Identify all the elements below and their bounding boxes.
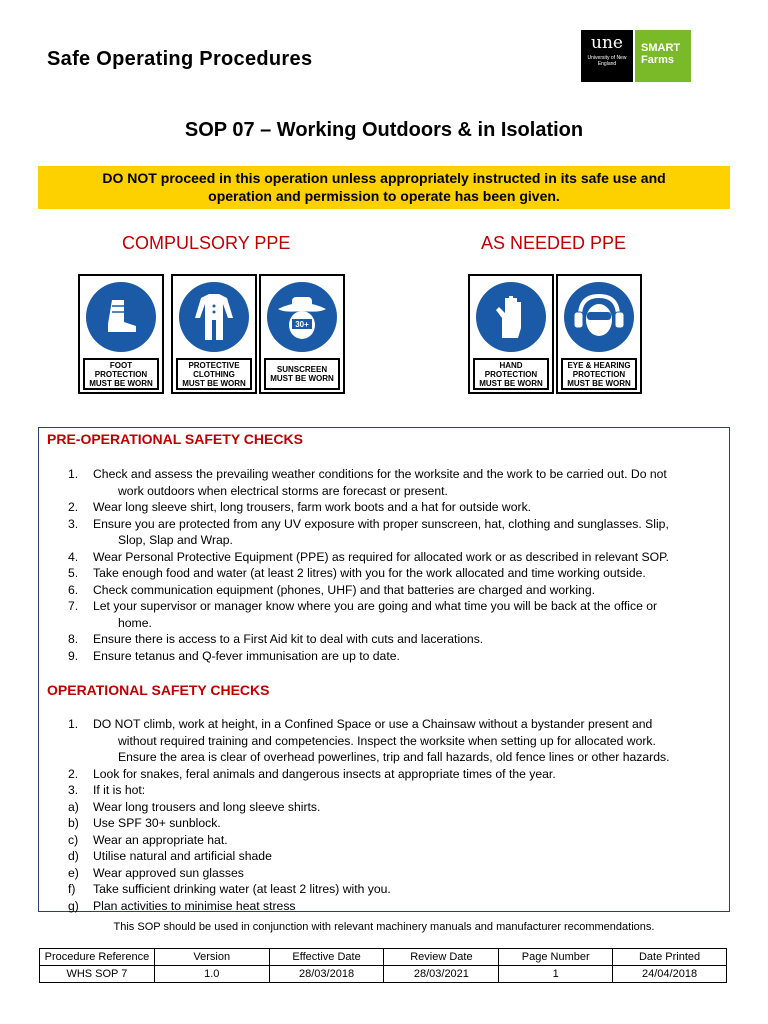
table-header-cell: Version (154, 949, 269, 966)
ppe-sign-sunscreen (259, 274, 345, 394)
goggles-earmuff-icon (564, 282, 634, 352)
sign-label-line2: PROTECTION (484, 369, 538, 379)
table-cell: 1 (499, 966, 613, 983)
sign-label-line3: MUST BE WORN (182, 378, 246, 388)
ppe-sign-hand-protection (468, 274, 554, 394)
warning-strong: DO NOT (102, 170, 157, 186)
warning-banner (38, 166, 730, 209)
table-cell: 28/03/2018 (269, 966, 384, 983)
table-header-row (40, 949, 727, 966)
compulsory-ppe-heading: COMPULSORY PPE (122, 233, 291, 253)
sub-list-item: f) Take sufficient drinking water (at least 2 litres) with you. (68, 882, 391, 896)
document-reference-table (39, 948, 727, 983)
une-logo-text: une (591, 33, 623, 53)
warning-line1: proceed in this operation unless appropriately instructed in its safe use and (160, 170, 666, 186)
ppe-sign-protective-clothing (171, 274, 257, 394)
ppe-sign-eye-hearing-protection (556, 274, 642, 394)
list-item: 1. Check and assess the prevailing weather conditions for the worksite and the work to be carried out. Do not work outdoors when electrical storms are forecast or present. (68, 467, 667, 498)
list-item: 9. Ensure tetanus and Q-fever immunisation are up to date. (68, 648, 400, 663)
table-row (40, 966, 727, 983)
sign-label-line3: MUST BE WORN (479, 378, 543, 388)
list-item: 2. Look for snakes, feral animals and dangerous insects at appropriate times of the year. (68, 766, 556, 781)
sign-label-line1: PROTECTIVE (188, 360, 240, 370)
sub-list-item: e) Wear approved sun glasses (68, 865, 244, 880)
sign-label-line2: MUST BE WORN (270, 374, 334, 383)
list-item: 5. Take enough food and water (at least 2 litres) with you for the work allocated and time working outside. (68, 566, 646, 580)
une-logo-subtext: University of New England (587, 55, 627, 67)
sign-label-line3: MUST BE WORN (89, 378, 153, 388)
operational-heading: OPERATIONAL SAFETY CHECKS (47, 682, 270, 698)
sub-list-item: g) Plan activities to minimise heat stress (68, 898, 296, 913)
as-needed-ppe-heading: AS NEEDED PPE (481, 233, 627, 253)
smart-logo-line1: SMART (641, 42, 681, 54)
list-item: 3. If it is hot: a) Wear long trousers and long sleeve shirts. b) Use SPF 30+ sunblock. c) Wear an appropriate hat. d) Utilise natural and artificial shade e) Wear approved sun glasses f) Take sufficient drinking water (at least 2 litres) with you. g) Plan activities to minimise heat stress (68, 782, 718, 914)
pre-operational-heading: PRE-OPERATIONAL SAFETY CHECKS (47, 431, 303, 447)
warning-line2: operation and permission to operate has been given. (208, 188, 560, 204)
sunhat-icon (267, 282, 337, 352)
smart-farms-logo (635, 30, 691, 82)
sign-label-line1: EYE & HEARING (567, 360, 631, 370)
glove-icon (476, 282, 546, 352)
sign-label-line1: HAND (499, 360, 523, 370)
list-item: 8. Ensure there is access to a First Aid kit to deal with cuts and lacerations. (68, 632, 484, 646)
list-item: 6. Check communication equipment (phones, UHF) and that batteries are charged and working. (68, 582, 595, 597)
sign-label-line2: PROTECTION (572, 369, 626, 379)
hot-weather-sublist (68, 799, 718, 915)
sign-label-line2: PROTECTION (94, 369, 148, 379)
sign-label-line3: MUST BE WORN (567, 378, 631, 388)
list-item: 4. Wear Personal Protective Equipment (PPE) as required for allocated work or as described in relevant SOP. (68, 549, 670, 564)
coverall-icon (179, 282, 249, 352)
table-cell: 28/03/2021 (384, 966, 499, 983)
sign-label-line1: SUNSCREEN (276, 365, 328, 374)
table-cell: 24/04/2018 (613, 966, 727, 983)
table-header-cell: Date Printed (613, 949, 727, 966)
sign-label-line1: FOOT (109, 360, 133, 370)
table-cell: WHS SOP 7 (40, 966, 155, 983)
smart-logo-line2: Farms (641, 54, 675, 66)
ppe-sign-foot-protection (78, 274, 164, 394)
sub-list-item: b) Use SPF 30+ sunblock. (68, 816, 221, 830)
footer-note: This SOP should be used in conjunction with relevant machinery manuals and manufacturer recommendations. (113, 921, 655, 933)
list-item: 2. Wear long sleeve shirt, long trousers, farm work boots and a hat for outside work. (68, 500, 532, 514)
spf-badge: 30+ (295, 320, 309, 329)
list-item: 7. Let your supervisor or manager know where you are going and what time you will be back at the office or home. (68, 599, 658, 630)
operational-list (68, 716, 718, 914)
list-item: 3. Ensure you are protected from any UV exposure with proper sunscreen, hat, clothing and sunglasses. Slip, Slop, Slap and Wrap. (68, 516, 669, 547)
pre-operational-list (68, 466, 718, 664)
sub-list-item: c) Wear an appropriate hat. (68, 832, 228, 847)
table-header-cell: Page Number (499, 949, 613, 966)
une-logo (581, 30, 633, 82)
sub-list-item: d) Utilise natural and artificial shade (68, 849, 272, 863)
logos (581, 30, 691, 82)
table-header-cell: Procedure Reference (40, 949, 155, 966)
document-header-title: Safe Operating Procedures (47, 48, 313, 70)
list-item: 1. DO NOT climb, work at height, in a Confined Space or use a Chainsaw without a bystander present and without required training and competencies. Inspect the worksite when setting up for allocated work. Ensure the area is clear of overhead powerlines, trip and fall hazards, old fence lines or other hazards. (68, 717, 670, 764)
sub-list-item: a) Wear long trousers and long sleeve shirts. (68, 799, 321, 814)
sop-title: SOP 07 – Working Outdoors & in Isolation (184, 119, 584, 141)
table-cell: 1.0 (154, 966, 269, 983)
table-header-cell: Review Date (384, 949, 499, 966)
table-header-cell: Effective Date (269, 949, 384, 966)
sign-label-line2: CLOTHING (193, 369, 235, 379)
boot-icon (86, 282, 156, 352)
